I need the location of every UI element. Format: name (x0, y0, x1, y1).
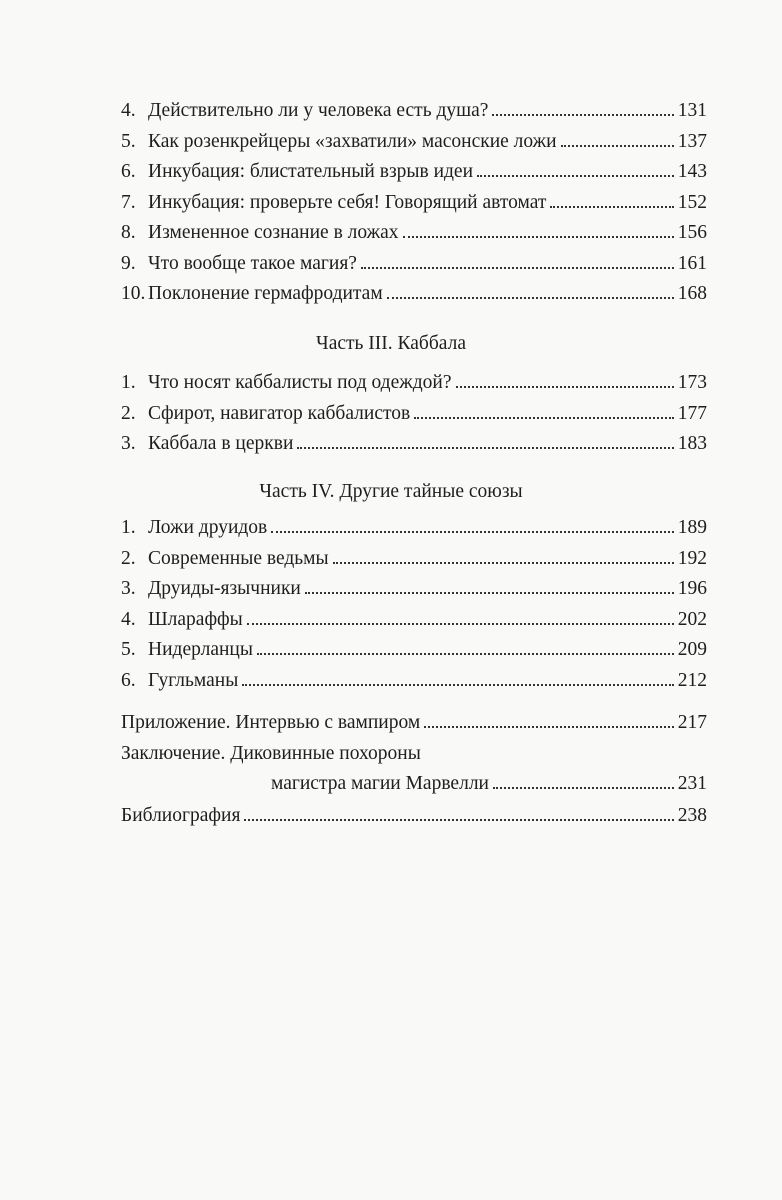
dot-leader (414, 417, 674, 419)
entry-page: 152 (677, 191, 707, 213)
toc-entry-appendix[interactable] (121, 708, 707, 739)
dot-leader (561, 145, 674, 147)
toc-entry[interactable] (121, 157, 707, 188)
dot-leader (247, 623, 674, 625)
entry-number: 7. (121, 191, 136, 213)
entry-page: 137 (677, 130, 707, 152)
entry-number: 3. (121, 433, 136, 454)
toc-entry[interactable] (121, 218, 707, 249)
entry-title: Инкубация: проверьте себя! Говорящий автомат (148, 191, 547, 213)
dot-leader (333, 562, 674, 564)
toc-entry[interactable] (121, 666, 707, 697)
entry-title: Друиды-язычники (148, 578, 301, 599)
toc-entry[interactable] (121, 96, 707, 127)
dot-leader (242, 684, 673, 686)
entry-number: 2. (121, 547, 136, 569)
toc-entry[interactable] (121, 635, 707, 666)
entry-number: 9. (121, 252, 136, 274)
entry-page: 209 (677, 639, 707, 660)
entry-page: 143 (677, 161, 707, 182)
entry-number: 10. (121, 283, 146, 304)
entry-title: Нидерланцы (148, 639, 253, 660)
entry-title: Что вообще такое магия? (148, 252, 357, 274)
dot-leader (361, 267, 674, 269)
dot-leader (493, 787, 674, 789)
entry-page: 183 (677, 433, 707, 454)
entry-number: 8. (121, 222, 136, 243)
entry-title: Гугльманы (148, 669, 239, 691)
entry-page: 202 (677, 608, 707, 630)
entry-page: 173 (677, 372, 707, 393)
toc-entry[interactable] (121, 574, 707, 605)
entry-page: 238 (677, 805, 707, 826)
dot-leader (456, 386, 674, 388)
entry-title: Поклонение гермафродитам (148, 283, 383, 304)
entry-page: 212 (677, 669, 707, 691)
dot-leader (387, 297, 674, 299)
toc-entry[interactable] (121, 544, 707, 575)
entry-number: 6. (121, 161, 136, 182)
toc-list-part3 (121, 368, 707, 460)
entry-page: 196 (677, 578, 707, 599)
entry-title: Как розенкрейцеры «захватили» масонские ложи (148, 130, 557, 152)
dot-leader (403, 236, 674, 238)
entry-page: 189 (677, 517, 707, 538)
dot-leader (244, 819, 673, 821)
toc-entry[interactable] (121, 188, 707, 219)
toc-entry[interactable] (121, 399, 707, 430)
entry-number: 1. (121, 517, 136, 538)
dot-leader (271, 531, 673, 533)
entry-number: 6. (121, 669, 136, 691)
toc-list-back-matter (121, 708, 707, 832)
entry-page: 217 (677, 712, 707, 733)
entry-page: 161 (677, 252, 707, 274)
entry-title: Ложи друидов (148, 517, 268, 538)
entry-number: 4. (121, 100, 136, 121)
part-heading-3: Часть III. Каббала (316, 333, 466, 354)
entry-number: 4. (121, 608, 136, 630)
entry-title: Каббала в церкви (148, 433, 294, 454)
dot-leader (477, 175, 674, 177)
entry-page: 231 (677, 772, 707, 794)
toc-entry-bibliography[interactable] (121, 801, 707, 832)
dot-leader (550, 206, 673, 208)
dot-leader (297, 447, 673, 449)
entry-title: Действительно ли у человека есть душа? (148, 100, 489, 121)
entry-number: 2. (121, 402, 136, 424)
entry-page: 156 (677, 222, 707, 243)
entry-number: 5. (121, 639, 136, 660)
entry-number: 1. (121, 372, 136, 393)
dot-leader (257, 653, 674, 655)
entry-title-line2: магистра магии Марвелли (271, 772, 489, 794)
toc-list-part4 (121, 513, 707, 696)
entry-title: Сфирот, навигатор каббалистов (148, 402, 411, 424)
entry-number: 5. (121, 130, 136, 152)
entry-title-line2-row (121, 769, 707, 800)
dot-leader (305, 592, 674, 594)
dot-leader (492, 114, 673, 116)
toc-entry[interactable] (121, 249, 707, 280)
dot-leader (424, 726, 674, 728)
entry-title: Приложение. Интервью с вампиром (121, 712, 421, 733)
part-heading-4: Часть IV. Другие тайные союзы (259, 481, 523, 502)
entry-title: Современные ведьмы (148, 547, 329, 569)
toc-entry[interactable] (121, 127, 707, 158)
entry-number: 3. (121, 578, 136, 599)
entry-title: Библиография (121, 805, 241, 826)
entry-title: Инкубация: блистательный взрыв идеи (148, 161, 474, 182)
entry-title: Шлараффы (148, 608, 243, 630)
toc-entry[interactable] (121, 513, 707, 544)
toc-entry[interactable] (121, 279, 707, 310)
entry-title: Что носят каббалисты под одеждой? (148, 372, 452, 393)
toc-list-part2-continued (121, 96, 707, 310)
toc-entry[interactable] (121, 368, 707, 399)
entry-title: Измененное сознание в ложах (148, 222, 399, 243)
toc-entry[interactable] (121, 605, 707, 636)
entry-page: 192 (677, 547, 707, 569)
toc-entry-conclusion[interactable] (121, 739, 707, 800)
toc-entry[interactable] (121, 429, 707, 460)
entry-page: 131 (677, 100, 707, 121)
entry-page: 177 (677, 402, 707, 424)
entry-page: 168 (677, 283, 707, 304)
entry-title-line1: Заключение. Диковинные похороны (121, 742, 421, 764)
